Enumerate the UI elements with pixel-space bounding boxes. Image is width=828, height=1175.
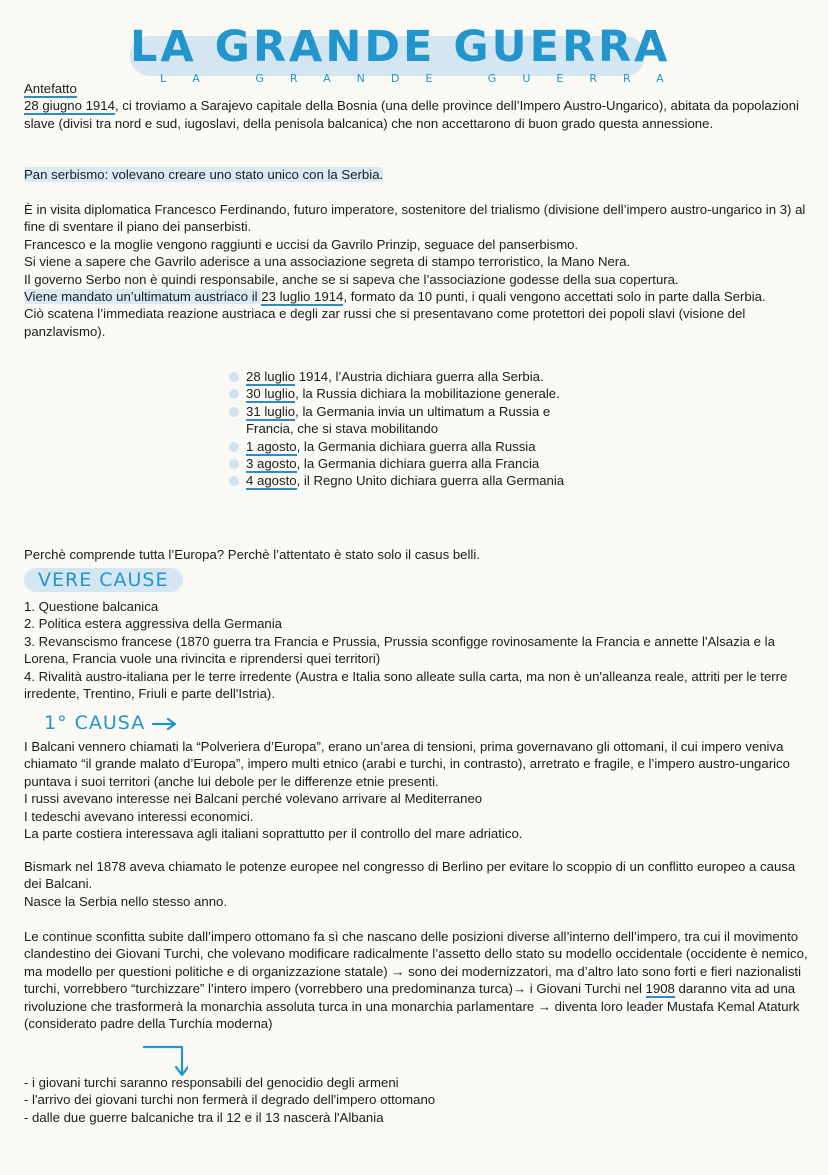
timeline-item: 1 agosto, la Germania dichiara guerra alla Russia [240,438,580,455]
conseguenze-list [24,1074,808,1126]
arrow-right-icon [152,717,178,731]
bismark-section [24,858,808,910]
turchi-section [24,928,808,1032]
ferdinando-line-2: Francesco e la moglie vengono raggiunti e uccisi da Gavrilo Prinzip, seguace del panserbismo. [24,236,579,252]
cause-item: 2. Politica estera aggressiva della Germania [24,616,283,632]
panserbismo-line: Pan serbismo: volevano creare uno stato unico con la Serbia. [24,167,384,182]
title-echo: LA GRANDE GUERRA [160,72,690,85]
antefatto-heading: Antefatto [24,81,77,96]
ferdinando-section [24,201,808,340]
bismark-paragraph: Bismark nel 1878 aveva chiamato le potenze europee nel congresso di Berlino per evitare lo scoppio di un conflitto europeo a causa dei Balcani. [24,859,796,892]
turchi-year: 1908 [645,981,675,997]
antefatto-date: 28 giugno 1914 [24,98,115,114]
balcani-paragraph: I Balcani vennero chiamati la “Polveriera d’Europa”, erano un’area di tensioni, prima governavano gli ottomani, il cui impero veniva chiamato “il grande malato d’Europa”, impero multi etnico (arabi e turchi, in contrasto), arretrato e fragile, e l’impero austro-ungarico puntava i suoi territori (anche lui debole per le differenze etnie presenti. [24,739,790,789]
balcani-line: I russi avevano interesse nei Balcani perché volevano arrivare al Mediterraneo [24,791,483,807]
vere-cause-heading: VERE CAUSE [24,568,183,592]
title-banner [130,22,690,85]
cause-item: 4. Rivalità austro-italiana per le terre irredente (Austra e Italia sono alleate sulla carta, ma non è un'alleanza reale, attriti per le terre irredente, Trentino, Friuli e parte dell'Istria). [24,668,788,702]
cause-item: 3. Revanscismo francese (1870 guerra tra Francia e Prussia, Prussia sconfigge rovinosamente la Francia e annette l'Alsazia e la Lorena, Francia vuole una rivincita e riprendersi quei territori) [24,633,775,667]
antefatto-section [24,80,808,132]
timeline-item: 30 luglio, la Russia dichiara la mobilitazione generale. [240,385,580,402]
antefatto-paragraph: 28 giugno 1914, ci troviamo a Sarajevo capitale della Bosnia (una delle province dell’Impero Austro-Ungarico), abitata da popolazioni slave (divisi tra nord e sud, iugoslavi, della penisola balcanica) che non accettarono di buon grado questa annessione. [24,98,799,131]
cause-item: 1. Questione balcanica [24,599,159,614]
reazione-line: Ciò scatena l’immediata reazione austriaca e degli zar russi che si presentavano come protettori dei popoli slavi (visione del panzlavismo). [24,306,746,339]
conseguenza-item: - dalle due guerre balcaniche tra il 12 e il 13 nascerà l'Albania [24,1109,384,1125]
conseguenza-item: - l'arrivo dei giovani turchi non fermerà il degrado dell'impero ottomano [24,1092,436,1108]
balcani-line: I tedeschi avevano interessi economici. [24,808,254,824]
balcani-section [24,738,808,842]
cause-list [24,598,808,702]
ultimatum-line: Viene mandato un’ultimatum austriaco il 23 luglio 1914, formato da 10 punti, i quali vengono accettati solo in parte dalla Serbia. [24,289,766,305]
ferdinando-line-1: È in visita diplomatica Francesco Ferdinando, futuro imperatore, sostenitore del trialismo (divisione dell’impero austro-ungarico in 3) al fine di sventare il piano dei panserbisti. [24,202,806,235]
perche-line: Perchè comprende tutta l’Europa? Perchè l’attentato è stato solo il casus belli. [24,547,480,562]
bismark-line: Nasce la Serbia nello stesso anno. [24,893,228,909]
timeline-item: 28 luglio 1914, l’Austria dichiara guerra alla Serbia. [240,368,580,385]
timeline-item: 4 agosto, il Regno Unito dichiara guerra alla Germania [240,472,580,489]
prima-causa-heading: 1° CAUSA [30,711,192,735]
ferdinando-line-4: Il governo Serbo non è quindi responsabile, anche se si sapeva che l’associazione godesse della sua copertura. [24,271,679,287]
timeline-item: 31 luglio, la Germania invia un ultimatum a Russia e Francia, che si stava mobilitando [240,403,580,438]
page-title: LA GRANDE GUERRA [130,22,671,72]
timeline-item: 3 agosto, la Germania dichiara guerra alla Francia [240,455,580,472]
ferdinando-line-3: Si viene a sapere che Gavrilo aderisce a una associazione segreta di stampo terroristico, la Mano Nera. [24,254,631,270]
arrow-down-icon [142,1044,188,1078]
balcani-line: La parte costiera interessava agli italiani soprattutto per il controllo del mare adriatico. [24,826,523,842]
ultimatum-date: 23 luglio 1914 [261,289,344,305]
turchi-paragraph: Le continue sconfitta subite dall’impero ottomano fa sì che nascano delle posizioni diverse all’interno dell’impero, tra cui il movimento clandestino dei Giovani Turchi, che volevano modificare radicalmente l’assetto dello stato su modello occidentale (occidente è nemico, ma modello per questioni politiche e di organizzazione statale) → sono dei modernizzatori, ma d’altro lato sono forti e fieri nazionalisti turchi, vorrebbero “turchizzare” l’intero impero (vorrebbero una predominanza turca)→ i Giovani Turchi nel 1908 daranno vita ad una rivoluzione che trasformerà la monarchia assoluta turca in una monarchia parlamentare → diventa loro leader Mustafa Kemal Ataturk (considerato padre della Turchia moderna) [24,929,808,1032]
timeline-list [240,368,580,490]
conseguenza-item: - i giovani turchi saranno responsabili del genocidio degli armeni [24,1075,399,1090]
